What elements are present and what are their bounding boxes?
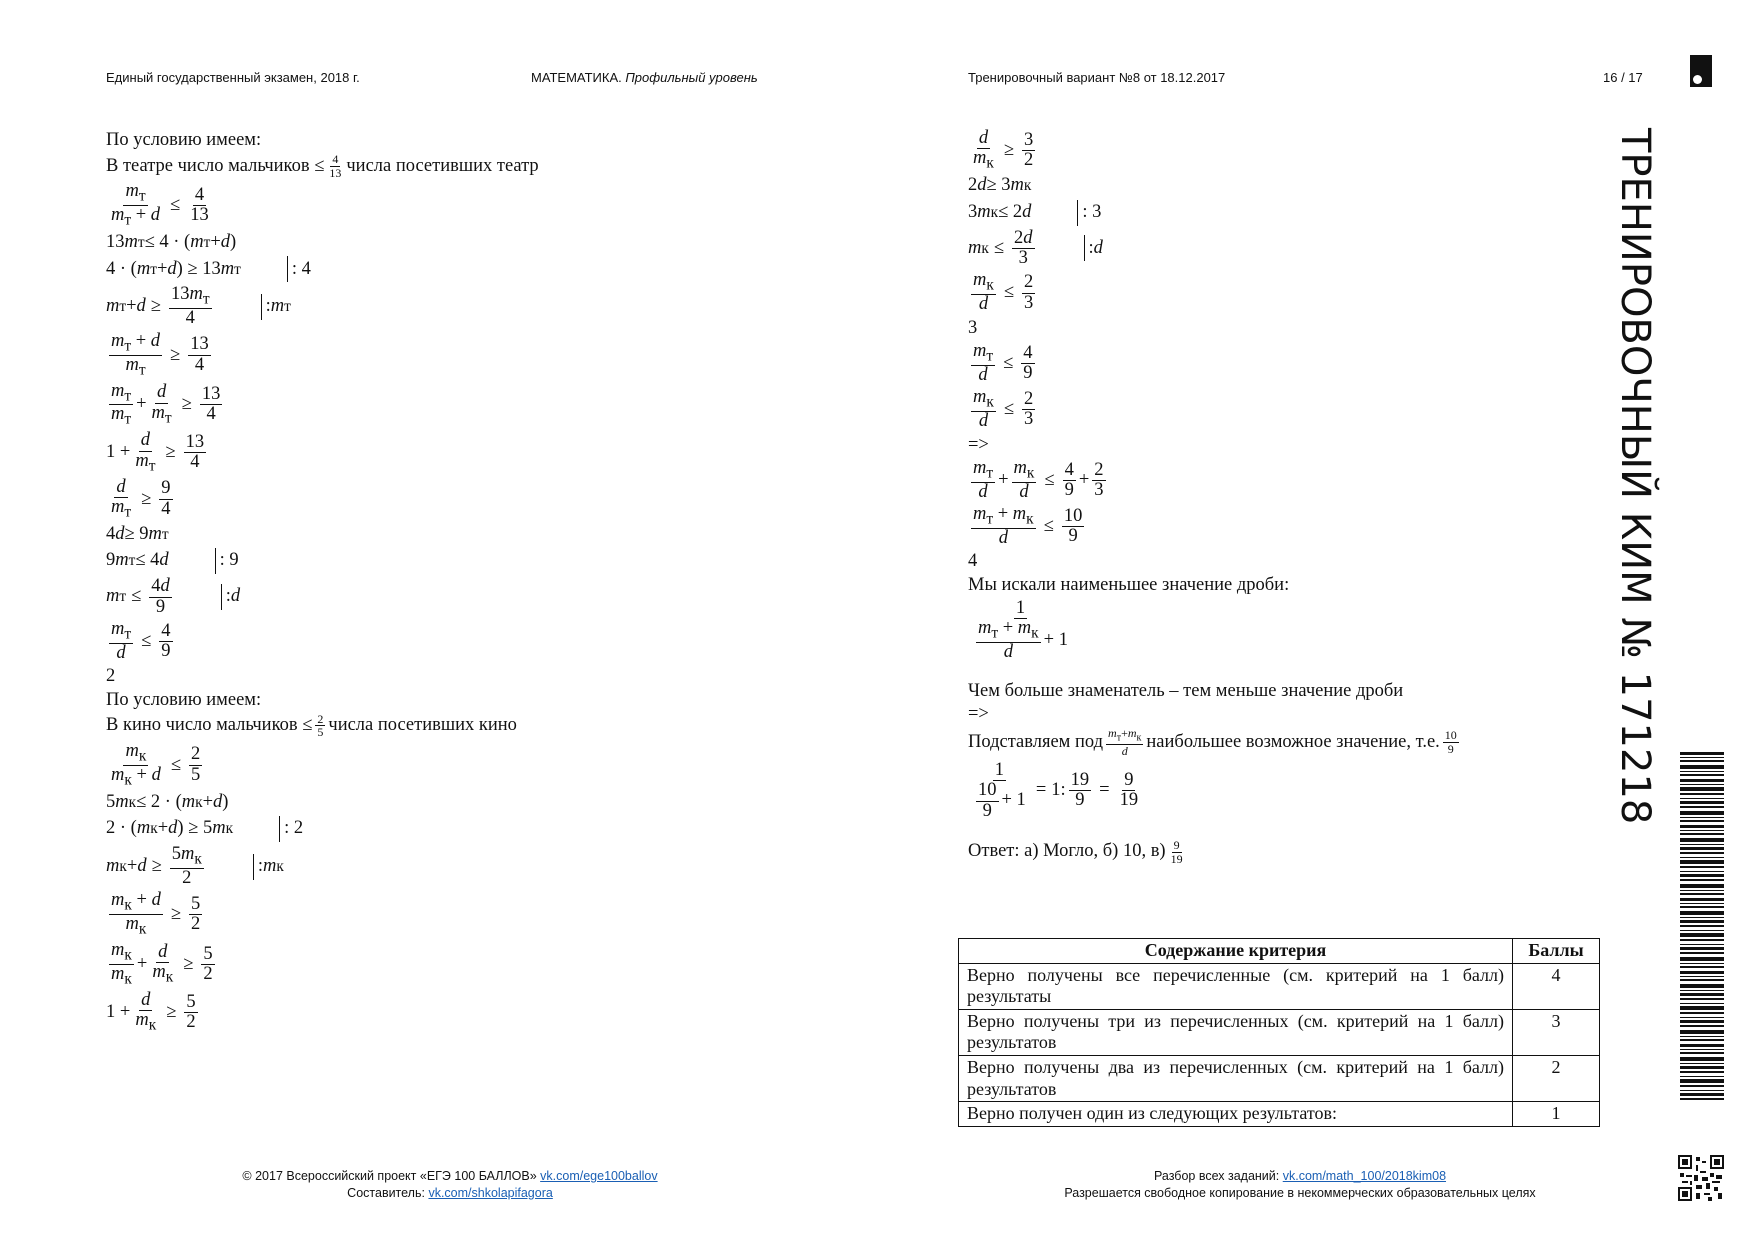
- math-line: 1 + $\frac{d}{m_т}$ ≥ $\frac{13}{4}$: [106, 430, 205, 475]
- math-line: $\frac{m_к}{m_к}$ + $\frac{d}{m_к}$ ≥ $\frac{5}{2}$: [111, 940, 213, 988]
- math-line: 4 · ( m т + d ) ≥ 13 m т : 4: [106, 256, 539, 282]
- math-line: 1 + $\frac{d}{m_к}$ ≥ $\frac{5}{2}$: [106, 989, 196, 1034]
- footer-copyright: © 2017 Всероссийский проект «ЕГЭ 100 БАЛЛОВ»: [242, 1169, 537, 1183]
- ege-project-link[interactable]: vk.com/ege100ballov: [540, 1169, 658, 1183]
- criteria-points: 3: [1513, 1009, 1600, 1055]
- cinema-condition: В кино число мальчиков ≤ $\frac{2}{5}$ числа посетивших кино: [106, 711, 517, 740]
- criteria-table: [958, 938, 1600, 1127]
- answer: Ответ: а) Могло, б) 10, в) $\frac{9}{19}$: [968, 837, 1183, 866]
- intro-theatre: По условию имеем:: [106, 130, 262, 150]
- label-2: 2: [106, 666, 116, 687]
- math-line: $\frac{m_к}{m_к + d}$ ≤ $\frac{2}{5}$: [111, 740, 201, 789]
- label-3: 3: [968, 317, 978, 338]
- header-exam-name: Единый государственный экзамен, 2018 г.: [106, 70, 360, 85]
- smallest-fraction-text: Мы искали наименьшее значение дроби:: [968, 574, 1290, 595]
- math-line: 3 m к ≤ 2 d : 3: [968, 200, 1462, 226]
- math-line: m к + d ≥ $\frac{5m_к}{2}$ : m к: [106, 844, 284, 888]
- criteria-points: 2: [1513, 1055, 1600, 1101]
- math-line: 13 m т ≤ 4 · ( m т + d ): [106, 232, 237, 253]
- sidebar-variant-title: ТРЕНИРОВОЧНЫЙ КИМ № 171218: [1612, 128, 1658, 825]
- math-line: m т + d ≥ $\frac{13m_т}{4}$ : m т: [106, 284, 291, 329]
- bigger-denominator-text: Чем больше знаменатель – тем меньше значение дроби: [968, 680, 1404, 701]
- math-line: $\frac{m_т}{m_т + d}$ ≤ $\frac{4}{13}$: [111, 181, 209, 230]
- header-level: Профильный уровень: [625, 70, 758, 85]
- criteria-desc: Верно получен один из следующих результатов:: [959, 1102, 1513, 1127]
- header-subject-name: МАТЕМАТИКА.: [531, 70, 622, 85]
- math-line: 9 m т ≤ 4 d : 9: [106, 548, 539, 574]
- analysis-link[interactable]: vk.com/math_100/2018kim08: [1282, 1169, 1447, 1183]
- implies-arrow: =>: [968, 434, 989, 455]
- math-line: $\frac{m_т}{m_т}$ + $\frac{d}{m_т}$ ≥ $\frac{13}{4}$: [111, 380, 221, 429]
- label-4: 4: [968, 551, 978, 572]
- math-line: 4 d ≥ 9 m т: [106, 523, 169, 544]
- criteria-desc: Верно получены два из перечисленных (см. критерий на 1 балл) результатов: [959, 1055, 1513, 1101]
- right-solution-column: [968, 126, 1462, 867]
- footer-analysis-label: Разбор всех заданий:: [1153, 1169, 1280, 1183]
- math-line: 2 · ( m к + d ) ≥ 5 m к : 2: [106, 816, 539, 842]
- table-row: [959, 1102, 1600, 1127]
- math-line: 5 m к ≤ 2 · ( m к + d ): [106, 791, 229, 812]
- math-line: $\frac{m_т}{d}$ + $\frac{m_к}{d}$ ≤ $\frac{4}{9}$ + $\frac{2}{3}$: [973, 457, 1104, 502]
- table-header-row: [959, 939, 1600, 964]
- math-line: $\frac{m_т + d}{m_т}$ ≥ $\frac{13}{4}$: [111, 330, 209, 379]
- substitute-text: Подставляем под $\frac{m_т+m_к}{d}$ наибольшее возможное значение, т.е. $\frac{10}{9}$: [968, 726, 1457, 759]
- math-line: 1 $\frac{10}{9}$ + 1 = 1: $\frac{19}{9}$ = $\frac{9}{19}$: [978, 759, 1139, 821]
- points-column-header: Баллы: [1513, 939, 1600, 964]
- math-line: $\frac{m_т}{d}$ ≤ $\frac{4}{9}$: [973, 340, 1033, 385]
- header-variant: Тренировочный вариант №8 от 18.12.2017: [968, 70, 1226, 85]
- theatre-condition: В театре число мальчиков ≤ $\frac{4}{13}$ числа посетивших театр: [106, 152, 539, 180]
- criteria-points: 1: [1513, 1102, 1600, 1127]
- table-row: [959, 1055, 1600, 1101]
- math-line: $\frac{m_т}{d}$ ≤ $\frac{4}{9}$: [111, 618, 171, 663]
- math-line: $\frac{m_к}{d}$ ≤ $\frac{2}{3}$: [973, 387, 1034, 432]
- header-page-number: 16 / 17: [1603, 70, 1643, 85]
- math-line: $\frac{d}{m_т}$ ≥ $\frac{9}{4}$: [111, 476, 171, 521]
- barcode-icon: [1680, 752, 1724, 1100]
- table-row: [959, 1009, 1600, 1055]
- math-line: m т ≤ $\frac{4d}{9}$ : d: [106, 576, 241, 617]
- footer-permission: Разрешается свободное копирование в некоммерческих образовательных целях: [1064, 1186, 1536, 1200]
- criteria-desc: Верно получены все перечисленные (см. критерий на 1 балл) результаты: [959, 963, 1513, 1009]
- math-line: $\frac{m_к + d}{m_к}$ ≥ $\frac{5}{2}$: [111, 890, 201, 938]
- math-line: $\frac{m_т + m_к}{d}$ ≤ $\frac{10}{9}$: [973, 504, 1083, 548]
- math-line: $\frac{m_к}{d}$ ≤ $\frac{2}{3}$: [973, 270, 1034, 315]
- implies-arrow: =>: [968, 703, 989, 724]
- left-solution-column: [106, 128, 539, 1037]
- footer-right: [1000, 1168, 1600, 1202]
- criteria-column-header: Содержание критерия: [959, 939, 1513, 964]
- author-link[interactable]: vk.com/shkolapifagora: [428, 1186, 553, 1200]
- math-line: 1 $\frac{m_т + m_к}{d}$ + 1: [978, 597, 1068, 663]
- math-line: 2 d ≥ 3 m к: [968, 175, 1032, 196]
- footer-left: [150, 1168, 750, 1202]
- criteria-desc: Верно получены три из перечисленных (см. критерий на 1 балл) результатов: [959, 1009, 1513, 1055]
- footer-author-label: Составитель:: [347, 1186, 425, 1200]
- header-subject: [531, 70, 758, 85]
- intro-cinema: По условию имеем:: [106, 689, 262, 710]
- logo-icon: [1690, 55, 1712, 87]
- qr-code-icon: [1678, 1155, 1724, 1201]
- math-line: $\frac{d}{m_к}$ ≥ $\frac{3}{2}$: [973, 128, 1034, 173]
- table-row: [959, 963, 1600, 1009]
- math-line: m к ≤ $\frac{2d}{3}$ : d: [968, 227, 1103, 268]
- criteria-points: 4: [1513, 963, 1600, 1009]
